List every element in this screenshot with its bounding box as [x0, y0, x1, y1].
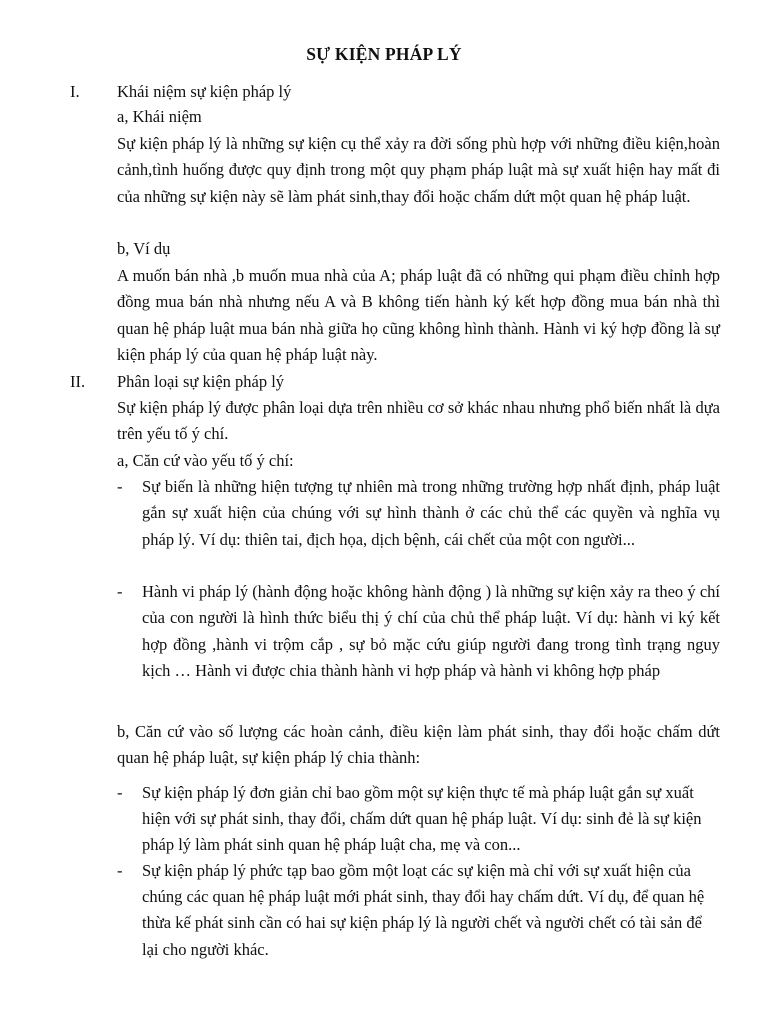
- bullet-item: [117, 579, 720, 685]
- bullet-item: [117, 474, 720, 553]
- section-1-subheading-a: a, Khái niệm: [117, 107, 202, 126]
- section-2-title: Phân loại sự kiện pháp lý: [117, 372, 285, 391]
- section-2-number: II.: [70, 372, 86, 391]
- section-2-heading: [70, 370, 720, 394]
- section-1-heading: [70, 80, 720, 104]
- bullet-text: Sự kiện pháp lý phức tạp bao gồm một loạt các sự kiện mà chỉ với sự xuất hiện của chúng các quan hệ pháp luật mới phát sinh, thay đổi hay chấm dứt. Ví dụ, để quan hệ thừa kế phát sinh cần có hai sự kiện pháp lý là người chết và người chết có tài sản để lại cho người khác.: [142, 861, 705, 959]
- bullet-dash: -: [117, 861, 123, 880]
- section-1-title: Khái niệm sự kiện pháp lý: [117, 82, 292, 101]
- bullet-text: Sự kiện pháp lý đơn giản chỉ bao gồm một sự kiện thực tế mà pháp luật gắn sự xuất hiện với sự phát sinh, thay đổi, chấm dứt quan hệ pháp luật. Ví dụ: sinh đẻ là sự kiện pháp lý làm phát sinh quan hệ pháp luật cha, mẹ và con...: [142, 783, 702, 855]
- section-1-number: I.: [70, 82, 80, 101]
- bullet-item: [117, 858, 720, 963]
- section-2-subheading-b: b, Căn cứ vào số lượng các hoàn cảnh, điều kiện làm phát sinh, thay đổi hoặc chấm dứt quan hệ pháp luật, sự kiện pháp lý chia thành:: [117, 722, 720, 768]
- bullet-dash: -: [117, 582, 123, 601]
- section-1-subheading-b: b, Ví dụ: [117, 239, 171, 258]
- bullet-item: [117, 780, 720, 859]
- bullet-text: Hành vi pháp lý (hành động hoặc không hành động ) là những sự kiện xảy ra theo ý chí của con người là hình thức biểu thị ý chí của chủ thể pháp luật. Ví dụ: hành vi ký kết hợp đồng ,hành vi trộm cắp , sự bỏ mặc cứu giúp người đang trong tình trạng nguy kịch … Hành vi được chia thành hành vi hợp pháp và hành vi không hợp pháp: [142, 582, 720, 681]
- bullet-text: Sự biến là những hiện tượng tự nhiên mà trong những trường hợp nhất định, pháp luật gắn sự xuất hiện của chúng với sự hình thành ở các chủ thể các quyền và nghĩa vụ pháp lý. Ví dụ: thiên tai, địch họa, dịch bệnh, cái chết của một con người...: [142, 477, 720, 549]
- bullet-dash: -: [117, 783, 123, 802]
- document-title: SỰ KIỆN PHÁP LÝ: [306, 44, 462, 64]
- section-1-paragraph-b: A muốn bán nhà ,b muốn mua nhà của A; pháp luật đã có những qui phạm điều chỉnh hợp đồng mua bán nhà nhưng nếu A và B không tiến hành ký kết hợp đồng mua bán nhà thì quan hệ pháp luật mua bán nhà giữa họ cũng không hình thành. Hành vi ký hợp đồng là sự kiện pháp lý của quan hệ pháp luật này.: [117, 266, 720, 365]
- section-2-subheading-a: a, Căn cứ vào yếu tố ý chí:: [117, 451, 294, 470]
- section-1-paragraph-a: Sự kiện pháp lý là những sự kiện cụ thể xảy ra đời sống phù hợp với những điều kiện,hoàn cảnh,tình huống được quy định trong một quy phạm pháp luật mà sự xuất hiện hay mất đi của những sự kiện này sẽ làm phát sinh,thay đổi hoặc chấm dứt một quan hệ pháp luật.: [117, 134, 720, 206]
- bullet-dash: -: [117, 477, 123, 496]
- section-2-intro: Sự kiện pháp lý được phân loại dựa trên nhiều cơ sở khác nhau nhưng phổ biến nhất là dựa trên yếu tố ý chí.: [117, 398, 720, 444]
